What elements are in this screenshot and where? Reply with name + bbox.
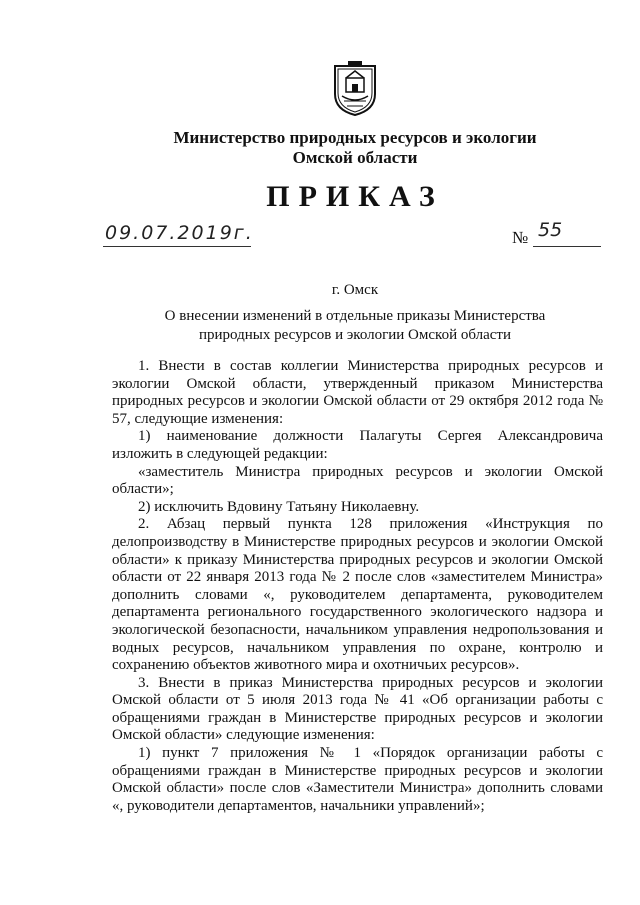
paragraph: 1) пункт 7 приложения № 1 «Порядок организации работы с обращениями граждан в Министерстве природных ресурсов и экологии Омской области» после слов «Заместители Министра» дополнить словами «, руководители департаментов, начальники управлений»; [112, 745, 603, 814]
number-label: № [512, 228, 529, 247]
number-underline [533, 246, 601, 247]
paragraph: «заместитель Министра природных ресурсов и экологии Омской области»; [112, 463, 603, 498]
handwritten-number: 55 [538, 219, 563, 241]
handwritten-date: 09.07.2019г. [105, 222, 254, 244]
ministry-name: Министерство природных ресурсов и экологии Омской области [173, 128, 537, 167]
coat-of-arms-icon [333, 60, 377, 116]
paragraph: 1) наименование должности Палагуты Сергея Александровича изложить в следующей редакции: [112, 428, 603, 462]
document-subject: О внесении изменений в отдельные приказы Министерства природных ресурсов и экологии Омской области [164, 308, 546, 343]
document-title: ПРИКАЗ [266, 180, 444, 213]
city-name: г. Омск [331, 282, 379, 298]
document-body [112, 358, 603, 815]
paragraph: 1. Внести в состав коллегии Министерства природных ресурсов и экологии Омской области, утвержденный приказом Министерства природных ресурсов и экологии Омской области от 29 октября 2012 года № 57, следующие изменения: [112, 358, 603, 427]
paragraph: 3. Внести в приказ Министерства природных ресурсов и экологии Омской области от 5 июля 2013 года № 41 «Об организации работы с обращениями граждан в Министерстве природных ресурсов и экологии Омской области» следующие изменения: [112, 674, 603, 744]
date-underline [103, 246, 251, 247]
paragraph: 2. Абзац первый пункта 128 приложения «Инструкция по делопроизводству в Министерстве природных ресурсов и экологии Омской области» к приказу Министерства природных ресурсов и экологии Омской области от 22 января 2013 года № 2 после слов «заместителем Министра» дополнить словами «, руководителем департамента, руководителем департамента регионального государственного экологического надзора и экологической безопасности, начальником управления недропользования и водных ресурсов, начальником управления по охране, контролю и сохранению объектов животного мира и охотничьих ресурсов». [112, 516, 603, 674]
paragraph: 2) исключить Вдовину Татьяну Николаевну. [138, 498, 420, 515]
